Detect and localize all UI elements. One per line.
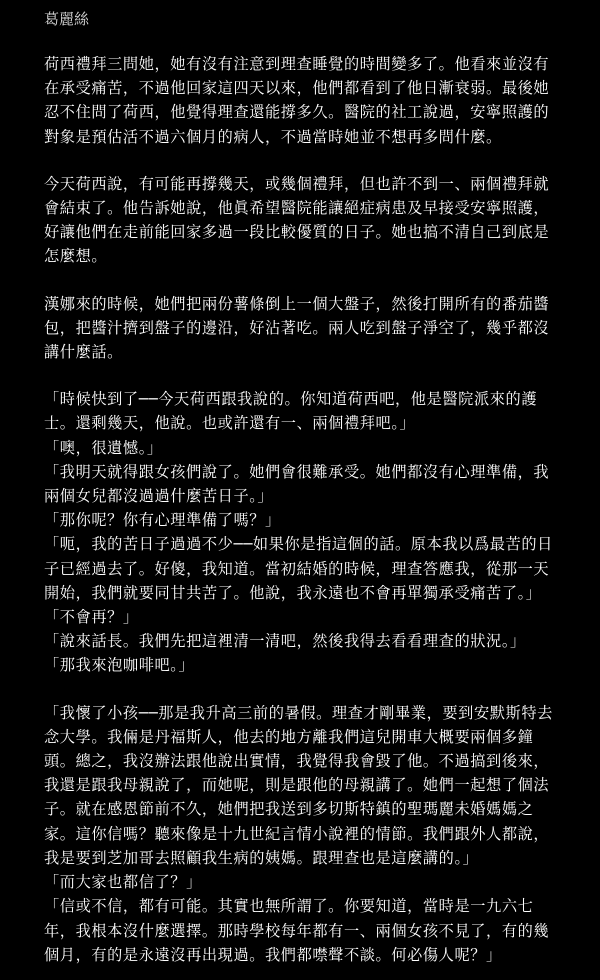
dialogue-line: 頭。總之，我沒辦法跟他說出實情，我覺得我會毀了他。不過搞到後來，: [44, 752, 550, 771]
dialogue-line: 「那我來泡咖啡吧。」: [44, 656, 195, 675]
dialogue-line: 「我明天就得跟女孩們說了。她們會很難承受。她們都沒有心理準備，我: [44, 462, 550, 481]
dialogue-line: 「我懷了小孩──那是我升高三前的暑假。理查才剛畢業，要到安默斯特去: [44, 703, 553, 722]
dialogue-line: 士。還剩幾天，他說。也或許還有一、兩個禮拜吧。」: [44, 414, 416, 433]
text-line: 對象是預估活不過六個月的病人，不過當時她並不想再多問什麼。: [44, 127, 502, 146]
paragraph-1: [44, 52, 564, 149]
dialogue-line: 子。就在感恩節前不久，她們把我送到多切斯特鎮的聖瑪麗未婚媽媽之: [44, 800, 534, 819]
text-line: 忍不住問了荷西，他覺得理查還能撐多久。醫院的社工說過，安寧照護的: [44, 103, 550, 122]
dialogue-line: 兩個女兒都沒過過什麼苦日子。」: [44, 487, 274, 506]
text-line: 好讓他們在走前能回家多過一段比較優質的日子。她也搞不清自己到底是: [44, 223, 550, 242]
dialogue-line: 我還是跟我母親說了，而她呢，則是跟他的母親講了。她們一起想了個法: [44, 776, 550, 795]
dialogue-line: 家。這你信嗎？聽來像是十九世紀言情小說裡的情節。我們跟外人都說，: [44, 824, 550, 843]
dialogue-line: 子已經過去了。好傻，我知道。當初結婚的時候，理查答應我，從那一天: [44, 559, 550, 578]
text-line: 怎麼想。: [44, 247, 108, 266]
dialogue-line: 「時候快到了──今天荷西跟我說的。你知道荷西吧，他是醫院派來的護: [44, 390, 538, 409]
paragraph-5-dialogue: [44, 701, 564, 967]
dialogue-line: 「呃，我的苦日子過過不少──如果你是指這個的話。原本我以爲最苦的日: [44, 535, 553, 554]
paragraph-4-dialogue: [44, 387, 564, 677]
author-name: 葛麗絲: [44, 10, 90, 28]
text-line: 包，把醬汁擠到盤子的邊沿，好沾著吃。兩人吃到盤子淨空了，幾乎都沒: [44, 318, 550, 337]
dialogue-line: 我是要到芝加哥去照顧我生病的姨媽。跟理查也是這麼講的。」: [44, 848, 479, 867]
dialogue-line: 「噢，很遺憾。」: [44, 438, 163, 457]
paragraph-2: [44, 172, 564, 269]
text-line: 講什麼話。: [44, 343, 123, 362]
dialogue-line: 「說來話長。我們先把這裡清一清吧，然後我得去看看理查的狀況。」: [44, 632, 526, 651]
paragraph-3: [44, 292, 564, 365]
dialogue-line: 開始，我們就要同甘共苦了。他說，我永遠也不會再單獨承受痛苦了。」: [44, 583, 542, 602]
dialogue-line: 「那你呢？你有心理準備了嗎？」: [44, 511, 281, 530]
dialogue-line: 念大學。我倆是丹福斯人，他去的地方離我們這兒開車大概要兩個多鐘: [44, 727, 534, 746]
dialogue-line: 年，我根本沒什麼選擇。那時學校每年都有一、兩個女孩不見了，有的幾: [44, 921, 550, 940]
dialogue-line: 「信或不信，都有可能。其實也無所謂了。你要知道，當時是一九六七: [44, 897, 534, 916]
text-line: 今天荷西說，有可能再撐幾天，或幾個禮拜，但也許不到一、兩個禮拜就: [44, 174, 550, 193]
text-line: 荷西禮拜三問她，她有沒有注意到理查睡覺的時間變多了。他看來並沒有: [44, 55, 550, 73]
dialogue-line: 「不會再？」: [44, 608, 139, 627]
dialogue-line: 「而大家也都信了？」: [44, 873, 202, 892]
text-line: 會結束了。他告訴她說，他眞希望醫院能讓絕症病患及早接受安寧照護，: [44, 199, 550, 218]
dialogue-line: 個月，有的是永遠沒再出現過。我們都噤聲不談。何必傷人呢？」: [44, 945, 502, 964]
text-line: 漢娜來的時候，她們把兩份薯條倒上一個大盤子，然後打開所有的番茄醬: [44, 294, 550, 313]
text-line: 在承受痛苦，不過他回家這四天以來，他們都看到了他日漸衰弱。最後她: [44, 79, 550, 98]
